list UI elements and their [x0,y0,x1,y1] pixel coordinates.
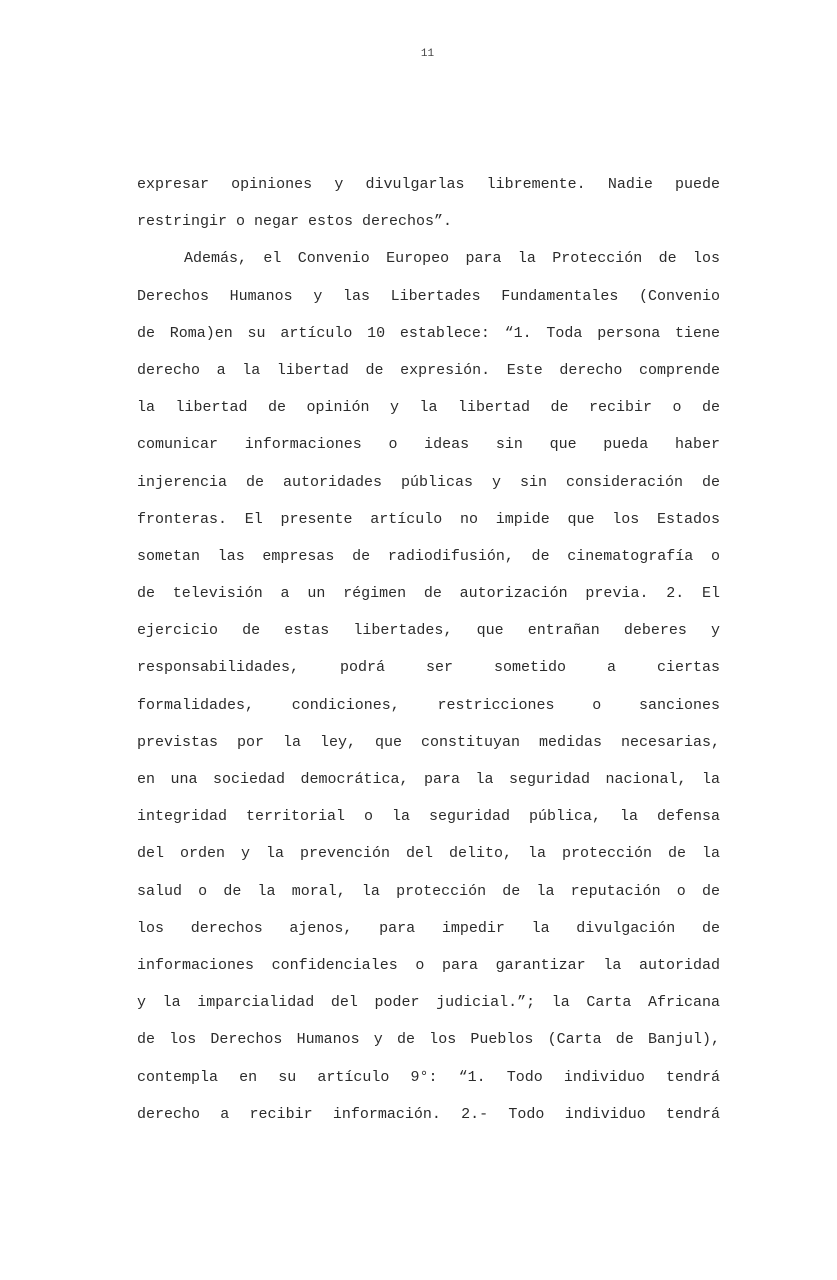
text-line: comunicar informaciones o ideas sin que pueda haber [137,436,720,454]
text-line: expresar opiniones y divulgarlas libremente. Nadie puede [137,176,720,193]
text-line: previstas por la ley, que constituyan medidas necesarias, [137,733,720,751]
text-line: derecho a recibir información. 2.- Todo individuo tendrá [137,1105,720,1123]
text-line: de los Derechos Humanos y de los Pueblos (Carta de Banjul), [137,1031,720,1049]
body-text [137,172,720,1139]
text-line: informaciones confidenciales o para garantizar la autoridad [137,956,720,974]
text-line: del orden y la prevención del delito, la protección de la [137,845,720,863]
text-line: los derechos ajenos, para impedir la divulgación de [137,919,720,937]
text-line: de Roma)en su artículo 10 establece: “1. Toda persona tiene [137,324,720,342]
text-line: restringir o negar estos derechos”. [137,213,453,231]
text-line: derecho a la libertad de expresión. Este derecho comprende [137,361,720,379]
text-line: integridad territorial o la seguridad pública, la defensa [137,808,720,826]
text-line: de televisión a un régimen de autorización previa. 2. El [137,585,720,603]
text-line: sometan las empresas de radiodifusión, de cinematografía o [137,547,720,565]
text-line: en una sociedad democrática, para la seguridad nacional, la [137,771,720,788]
text-line: fronteras. El presente artículo no impide que los Estados [137,510,720,528]
text-line: ejercicio de estas libertades, que entrañan deberes y [137,622,720,640]
text-line: responsabilidades, podrá ser sometido a ciertas [137,659,720,677]
page-number: 11 [420,48,435,60]
text-line: formalidades, condiciones, restricciones o sanciones [137,696,720,714]
text-line: salud o de la moral, la protección de la reputación o de [137,882,720,900]
text-line: Derechos Humanos y las Libertades Fundamentales (Convenio [137,287,720,305]
text-line: Además, el Convenio Europeo para la Protección de los [184,250,720,268]
text-line: injerencia de autoridades públicas y sin consideración de [137,473,720,491]
text-line: la libertad de opinión y la libertad de recibir o de [137,399,720,417]
text-line: y la imparcialidad del poder judicial.”; la Carta Africana [137,994,720,1012]
text-line: contempla en su artículo 9°: “1. Todo individuo tendrá [137,1068,720,1086]
